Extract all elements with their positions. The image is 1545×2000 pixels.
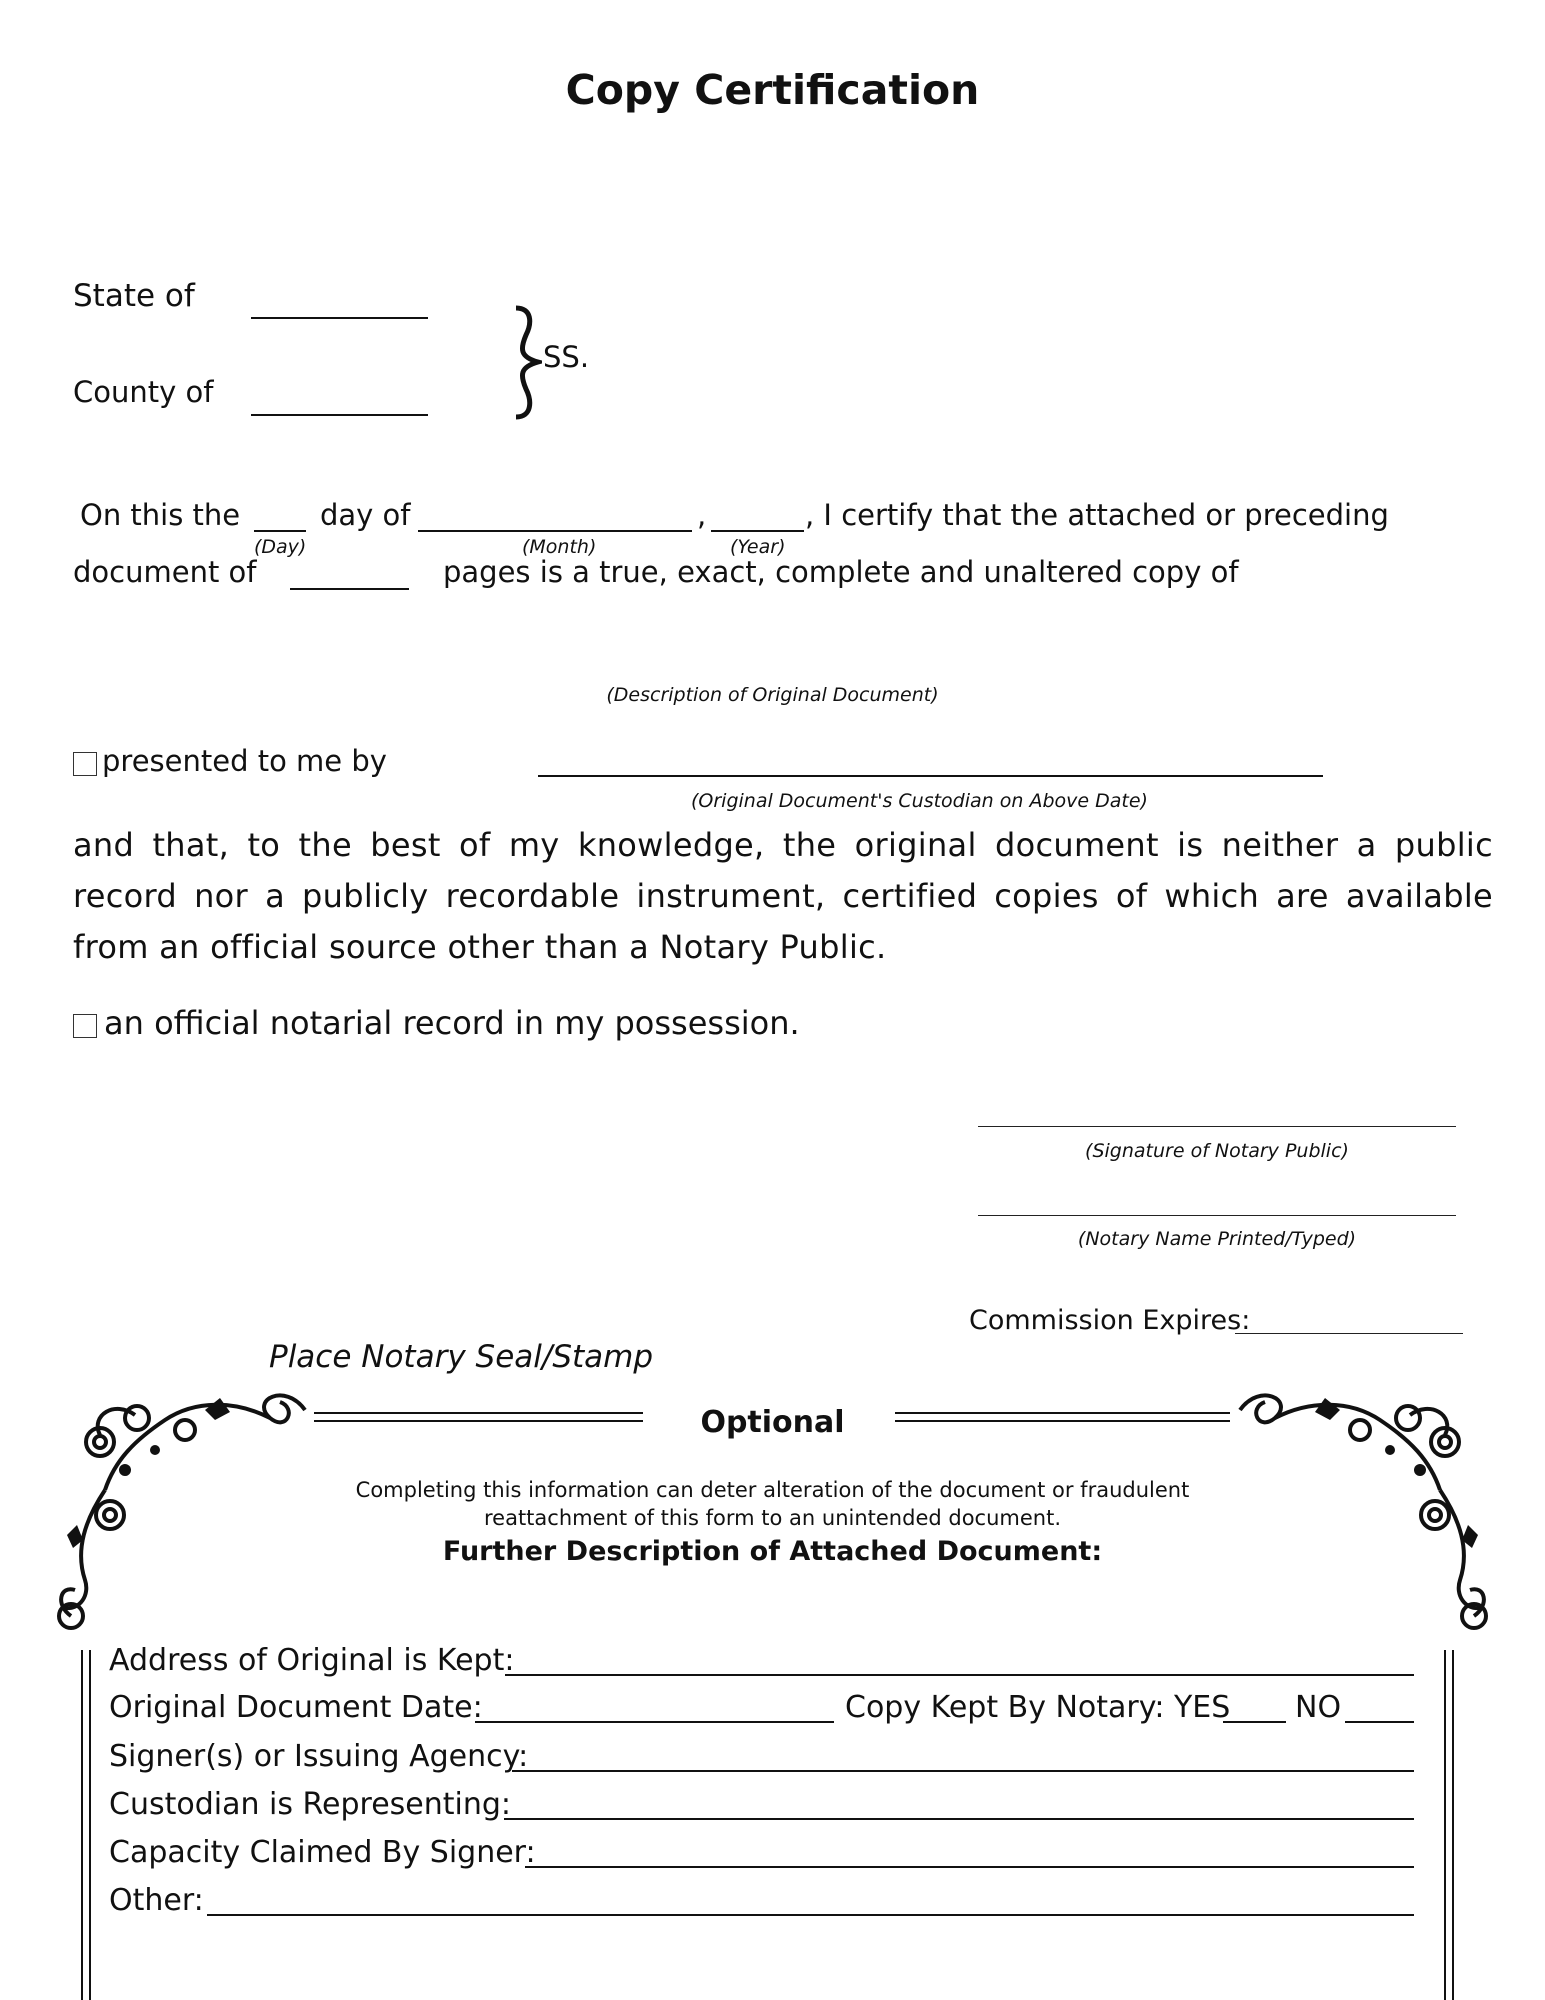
doc-date-field[interactable] [475, 1721, 834, 1723]
notary-name-caption: (Notary Name Printed/Typed) [1077, 1228, 1357, 1250]
pages-text: pages is a true, exact, complete and unaltered copy of [443, 555, 1239, 589]
pages-field[interactable] [290, 588, 409, 590]
notary-name-field[interactable] [978, 1215, 1456, 1216]
signer-field[interactable] [512, 1770, 1414, 1772]
notarial-record-label: an official notarial record in my possession. [104, 1004, 800, 1042]
copy-kept-label: Copy Kept By Notary: YES [845, 1690, 1231, 1725]
seal-placeholder-text: Place Notary Seal/Stamp [269, 1339, 654, 1375]
frame-left-inner [89, 1650, 91, 2000]
capacity-label: Capacity Claimed By Signer: [109, 1835, 536, 1870]
custodian-caption: (Original Document's Custodian on Above Date) [691, 790, 1148, 812]
signature-caption: (Signature of Notary Public) [1085, 1140, 1349, 1162]
state-field[interactable] [251, 317, 428, 319]
frame-right-inner [1444, 1650, 1446, 2000]
further-description-heading: Further Description of Attached Document: [442, 1536, 1103, 1567]
address-label: Address of Original is Kept: [109, 1643, 515, 1678]
day-field[interactable] [254, 530, 306, 532]
year-caption: (Year) [730, 536, 786, 558]
knowledge-paragraph: and that, to the best of my knowledge, the original document is neither a public record nor a publicly recordable instrument, certified copies of which are available from an official source other than a Notary Public. [73, 826, 1493, 966]
capacity-field[interactable] [525, 1866, 1414, 1868]
doc-date-row [109, 1687, 1414, 1727]
other-field[interactable] [207, 1914, 1414, 1916]
signature-field[interactable] [978, 1126, 1456, 1127]
commission-label: Commission Expires: [969, 1305, 1251, 1336]
day-caption: (Day) [254, 536, 307, 558]
description-caption: (Description of Original Document) [606, 684, 939, 706]
other-label: Other: [109, 1883, 204, 1918]
optional-note-line2: reattachment of this form to an unintended document. [483, 1506, 1062, 1530]
optional-title: Optional [700, 1405, 845, 1440]
county-field[interactable] [251, 414, 428, 416]
copy-kept-no-field[interactable] [1345, 1721, 1414, 1723]
capacity-row [109, 1832, 1414, 1872]
presented-checkbox[interactable] [73, 752, 97, 776]
optional-note-line1: Completing this information can deter alteration of the document or fraudulent [355, 1478, 1190, 1502]
copy-kept-no-label: NO [1295, 1690, 1342, 1725]
certify-text: , I certify that the attached or preceding [805, 498, 1389, 532]
signer-row [109, 1736, 1414, 1776]
other-row [109, 1880, 1414, 1920]
brace-icon [502, 305, 542, 420]
year-field[interactable] [711, 530, 804, 532]
county-label: County of [73, 375, 214, 409]
presented-label: presented to me by [102, 744, 387, 778]
ss-label: SS. [543, 340, 590, 374]
on-this-the-text: On this the [80, 498, 241, 532]
copy-kept-yes-field[interactable] [1223, 1721, 1286, 1723]
custodian-row [109, 1784, 1414, 1824]
notarial-record-checkbox[interactable] [73, 1014, 97, 1038]
state-label: State of [73, 278, 195, 314]
month-field[interactable] [418, 530, 692, 532]
page-title: Copy Certification [565, 66, 980, 114]
comma-text: , [697, 498, 707, 532]
custodian-name-field[interactable] [538, 775, 1323, 777]
custodian-field[interactable] [504, 1818, 1414, 1820]
custodian-label: Custodian is Representing: [109, 1787, 512, 1822]
address-row [109, 1640, 1414, 1680]
doc-date-label: Original Document Date: [109, 1690, 483, 1725]
address-field[interactable] [505, 1674, 1414, 1676]
frame-left-outer [81, 1650, 83, 2000]
frame-right-outer [1452, 1650, 1454, 2000]
commission-field[interactable] [1235, 1333, 1463, 1334]
day-of-text: day of [320, 498, 411, 532]
signer-label: Signer(s) or Issuing Agency: [109, 1739, 529, 1774]
document-of-text: document of [73, 555, 257, 589]
month-caption: (Month) [522, 536, 597, 558]
